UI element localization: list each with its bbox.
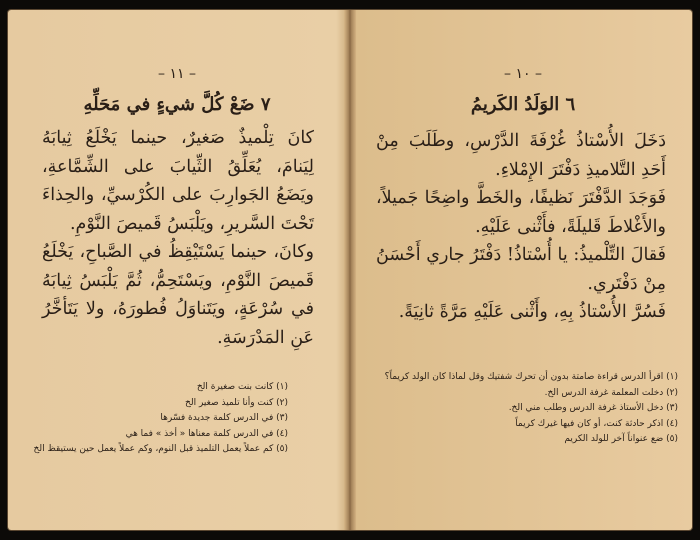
paragraph: وكانَ، حينما يَسْتَيْقِظُ في الصَّباحِ، يَخْلَعُ قَميصَ النَّوْمِ، ويَسْتَحِمُّ، ثُمَّ يَلْبَسُ ثِيابَهُ في سُرْعَةٍ، ويَتَناوَلُ فُطورَهُ، ولا يَتَأخَّرُ عَنِ المَدْرَسَةِ. (42, 242, 314, 348)
exercise-item: (٢) دخلت المعلمة غرفة الدرس الخ. (544, 387, 678, 398)
open-book (8, 10, 692, 530)
exercise-list (33, 380, 288, 458)
exercise-item: (٤) في الدرس كلمة معناها « أخذ » فما هي (125, 428, 288, 439)
lesson-title: ٦ الوَلَدُ الكَريمُ (470, 94, 576, 115)
lesson-body (42, 124, 314, 352)
exercise-item: (٥) ضع عنواناً آخر للولد الكريم (564, 434, 678, 444)
lesson-body (376, 127, 666, 327)
exercise-item: (٣) في الدرس كلمة جديدة فسّرها (160, 413, 288, 423)
lesson-title: ٧ ضَعْ كُلَّ شيءٍ في مَحَلِّهِ (83, 94, 271, 115)
exercise-list (372, 370, 678, 448)
page-number: – ١٠ – (504, 66, 542, 82)
left-page (8, 10, 346, 530)
page-number: – ١١ – (158, 66, 196, 82)
exercise-item: (٤) اذكر حادثة كنت، أو كان فيها غيرك كريماً (515, 418, 678, 429)
paragraph: كانَ تِلْميذٌ صَغيرٌ، حينما يَخْلَعُ ثِيابَهُ لِيَنامَ، يُعَلِّقُ الثِّيابَ على الشِّمَّاعةِ، ويَضَعُ الجَوارِبَ على الكُرْسيِّ، والحِذاءَ تَحْتَ السَّريرِ، ويَلْبَسُ قَميصَ النَّوْمِ. (42, 128, 314, 234)
exercise-item: (٢) كنت وأنا تلميذ صغير الخ (185, 397, 288, 408)
exercise-item: (١) كانت بنت صغيرة الخ (196, 382, 288, 392)
exercise-item: (٥) كم عملاً يعمل التلميذ قبل النوم، وكم عملاً يعمل حين يستيقظ الخ (33, 444, 288, 454)
paragraph: فَقالَ التِّلْميذُ: يا أُسْتاذُ! دَفْتَرُ جاري أَحْسَنُ مِنْ دَفْتَري. (376, 245, 666, 294)
paragraph: فَسُرَّ الأُسْتاذُ بِهِ، وأَثْنى عَلَيْهِ مَرَّةً ثانِيَةً. (398, 302, 666, 322)
right-page (354, 10, 692, 530)
paragraph: دَخَلَ الأُسْتاذُ غُرْفَةَ الدَّرْسِ، وطَلَبَ مِنْ أَحَدِ التَّلاميذِ دَفْتَرَ الإِمْلاءِ. (376, 131, 666, 180)
exercise-item: (١) اقرأ الدرس قراءة صامتة بدون أن تحرك شفتيك وقل لماذا كان الولد كريماً؟ (384, 372, 678, 382)
paragraph: فَوَجَدَ الدَّفْتَرَ نَظيفًا، والخَطَّ واضِحًا جَميلاً، والأَغْلاطَ قَليلَةً، فأَثْنى عَلَيْهِ. (376, 188, 666, 237)
exercise-item: (٣) دخل الأستاذ غرفة الدرس وطلب مني الخ. (508, 403, 678, 413)
